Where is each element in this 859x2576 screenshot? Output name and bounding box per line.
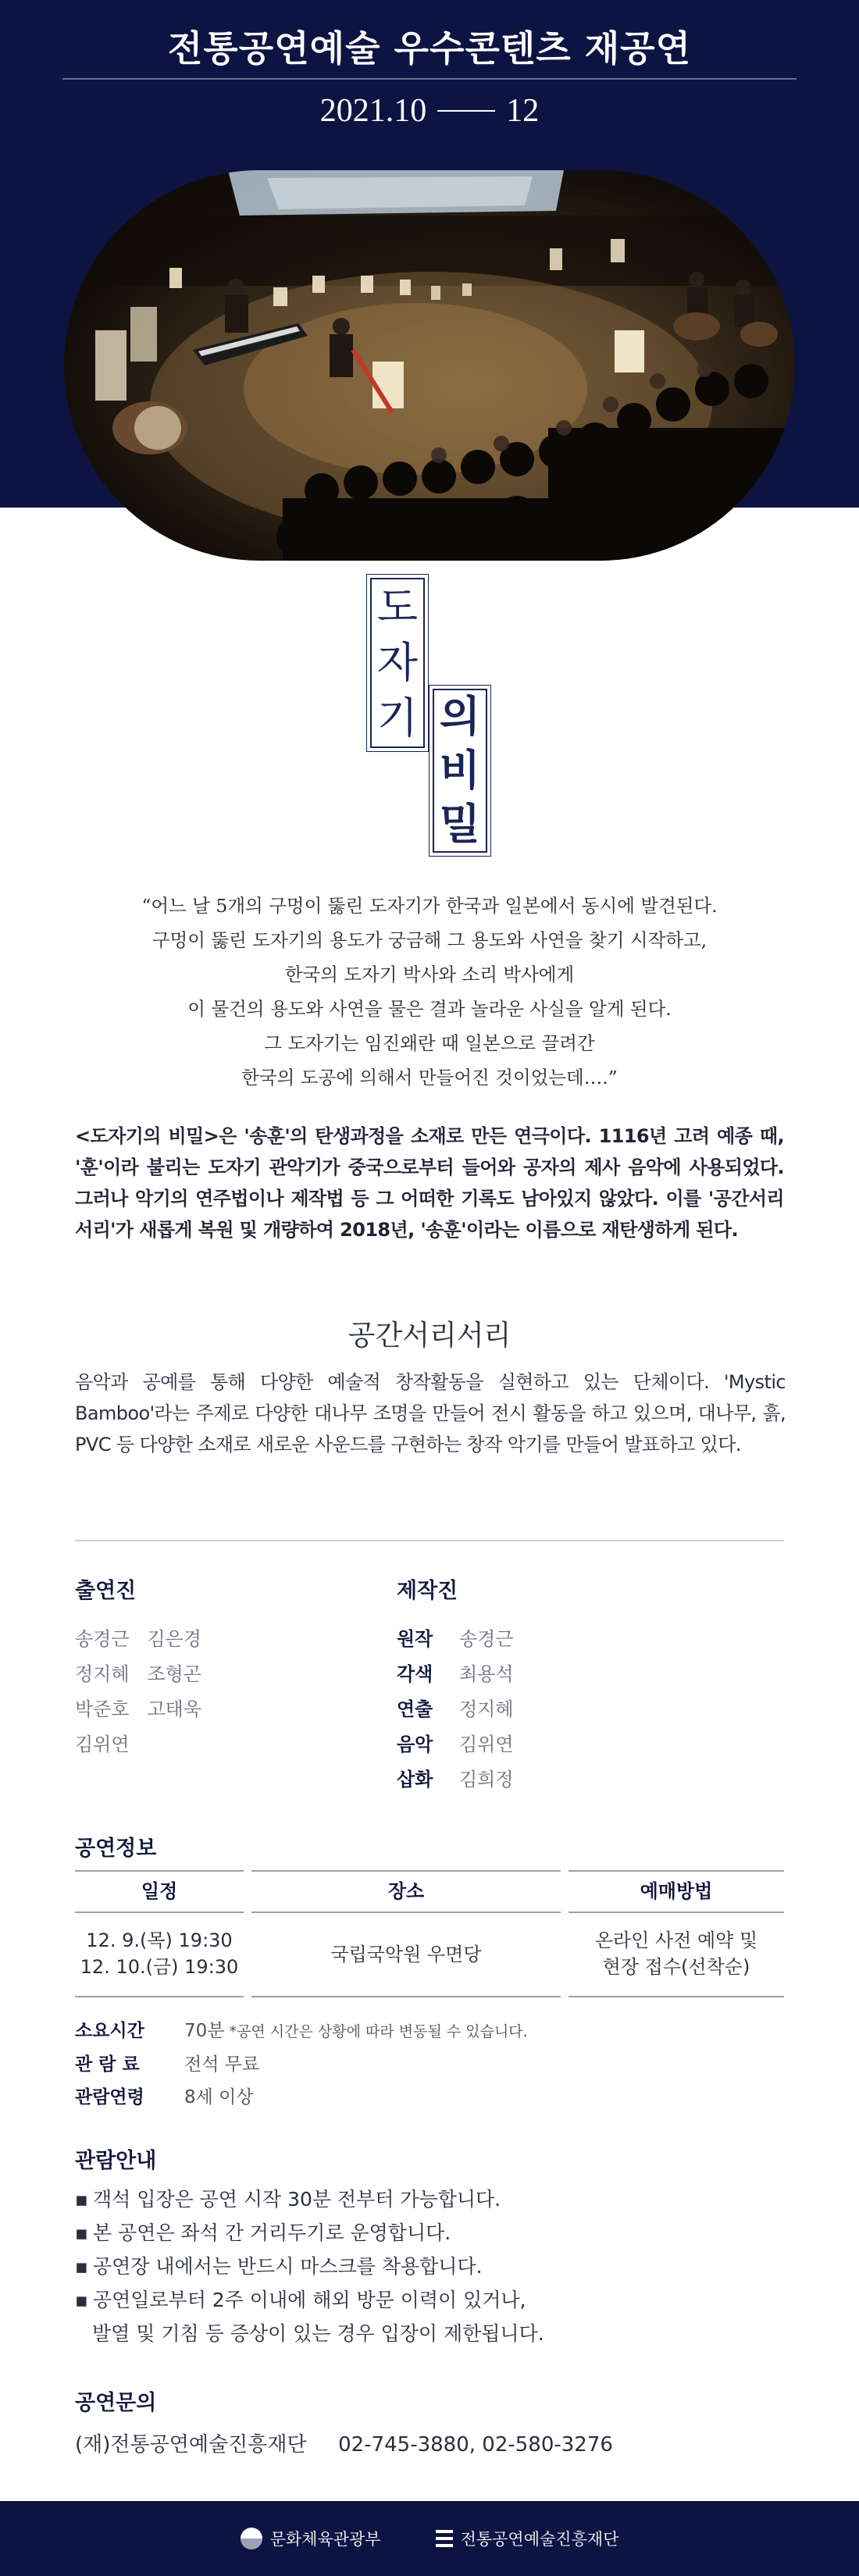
cast-heading: 출연진: [75, 1579, 137, 1603]
foundation-emblem-icon: [436, 2528, 453, 2549]
crew-list: [397, 1622, 514, 1797]
date-dash: [437, 110, 495, 112]
table-line: [251, 1912, 561, 1913]
fee-label: 관 람 료: [75, 2054, 140, 2075]
crew-role: 연출: [397, 1698, 433, 1720]
crew-role: 음악: [397, 1733, 433, 1755]
synopsis-quote: [0, 889, 859, 1095]
table-line: [75, 1870, 244, 1872]
date-start: 2021.10: [319, 93, 427, 129]
guide-item: ▪ 공연일로부터 2주 이내에 해외 방문 이력이 있거나,: [75, 2283, 544, 2317]
age-row: [75, 2081, 528, 2114]
venue-cell: 국립국악원 우면당: [330, 1944, 482, 1965]
cast-row: 박준호 고태욱: [75, 1698, 201, 1720]
schedule-date-2: 12. 10.(금) 19:30: [80, 1956, 239, 1978]
section-divider: [75, 1540, 784, 1541]
quote-line: 한국의 도공에 의해서 만들어진 것이었는데….”: [241, 1067, 618, 1088]
crew-person: 정지혜: [459, 1698, 514, 1720]
crew-row: [397, 1727, 514, 1762]
performance-heading: 공연정보: [75, 1837, 157, 1861]
title-char: 의: [439, 692, 481, 742]
title-box-1: [370, 578, 425, 748]
stage-scene-illustration: [64, 170, 795, 561]
table-line: [251, 1996, 561, 1997]
title-char: 도: [376, 582, 419, 632]
foundation-name: 전통공연예술진흥재단: [460, 2530, 619, 2549]
crew-row: [397, 1657, 514, 1692]
crew-person: 최용석: [459, 1663, 514, 1685]
crew-person: 송경근: [459, 1628, 514, 1650]
table-line: [569, 1912, 784, 1913]
age-label: 관람연령: [75, 2087, 144, 2107]
crew-row: [397, 1762, 514, 1797]
duration-note: *공연 시간은 상황에 따라 변동될 수 있습니다.: [224, 2023, 528, 2040]
table-line: [251, 1870, 561, 1872]
contact-info: [75, 2428, 613, 2457]
duration-row: [75, 2015, 528, 2048]
stage-performance-photo: [64, 170, 795, 561]
date-range: [0, 92, 859, 130]
fee-row: [75, 2048, 528, 2081]
crew-person: 김위연: [459, 1733, 514, 1755]
foundation-logo: [436, 2527, 619, 2550]
play-intro: <도자기의 비밀>은 '송훈'의 탄생과정을 소재로 만든 연극이다. 1116년 고려 예종 때, '훈'이라 불리는 도자기 관악기가 중국으로부터 들어와 공자의 제사 음악에 사용되었다. 그러나 악기의 연주법이나 제작법 등 그 어떠한 기록도 남아있지 않았다. 이를 '공간서리서리'가 새롭게 복원 및 개량하여 2018년, '송훈'이라는 이름으로 재탄생하게 된다.: [75, 1125, 784, 1241]
schedule-date-1: 12. 9.(목) 19:30: [86, 1929, 233, 1951]
contact-heading: 공연문의: [75, 2391, 157, 2415]
crew-row: [397, 1622, 514, 1657]
title-char: 기: [376, 693, 419, 743]
group-name: 공간서리서리: [348, 1320, 511, 1352]
fee-value: 전석 무료: [184, 2054, 260, 2075]
col-booking-header: 예매방법: [640, 1880, 713, 1902]
booking-line-1: 온라인 사전 예약 및: [594, 1929, 758, 1951]
crew-role: 각색: [397, 1663, 433, 1685]
ministry-name: 문화체육관광부: [269, 2530, 381, 2549]
guide-list: [75, 2182, 544, 2350]
title-box-2: [433, 689, 487, 853]
quote-line: 그 도자기는 임진왜란 때 일본으로 끌려간: [264, 1032, 595, 1054]
page-title: 전통공연예술 우수콘텐츠 재공연: [167, 27, 692, 69]
guide-heading: 관람안내: [75, 2149, 157, 2173]
cast-row: 송경근 김은경: [75, 1628, 201, 1650]
booking-cell: [569, 1927, 784, 1980]
title-char: 밀: [439, 799, 481, 849]
table-line: [569, 1996, 784, 1997]
crew-row: [397, 1692, 514, 1727]
contact-phones: 02-745-3880, 02-580-3276: [338, 2433, 613, 2457]
cast-row: 정지혜 조형곤: [75, 1663, 201, 1685]
age-value: 8세 이상: [184, 2087, 254, 2107]
guide-item: ▪ 객석 입장은 공연 시작 30분 전부터 가능합니다.: [75, 2182, 544, 2216]
ministry-emblem-icon: [241, 2528, 262, 2549]
crew-role: 원작: [397, 1628, 433, 1650]
crew-person: 김희정: [459, 1769, 514, 1790]
table-line: [75, 1912, 244, 1913]
title-char: 자: [376, 637, 419, 687]
duration-value: 70분: [184, 2021, 225, 2041]
header-divider: [62, 78, 797, 80]
crew-role: 삽화: [397, 1769, 433, 1790]
duration-label: 소요시간: [75, 2021, 144, 2041]
title-char: 비: [439, 745, 481, 795]
crew-heading: 제작진: [397, 1579, 458, 1603]
cast-row: 김위연: [75, 1733, 130, 1755]
guide-item: ▪ 본 공연은 좌석 간 거리두기로 운영합니다.: [75, 2216, 544, 2250]
guide-item-continued: 발열 및 기침 등 증상이 있는 경우 입장이 제한됩니다.: [92, 2322, 544, 2345]
footer-bar: [0, 2501, 859, 2576]
quote-line: 한국의 도자기 박사와 소리 박사에게: [284, 964, 575, 985]
contact-org: (재)전통공연예술진흥재단: [75, 2433, 307, 2457]
date-end: 12: [506, 93, 540, 129]
quote-line: “어느 날 5개의 구멍이 뚫린 도자기가 한국과 일본에서 동시에 발견된다.: [141, 895, 718, 917]
quote-line: 이 물건의 용도와 사연을 물은 결과 놀라운 사실을 알게 된다.: [187, 998, 672, 1020]
quote-line: 구멍이 뚫린 도자기의 용도가 궁금해 그 용도와 사연을 찾기 시작하고,: [151, 929, 708, 951]
cast-list: [75, 1622, 201, 1762]
guide-item: ▪ 공연장 내에서는 반드시 마스크를 착용합니다.: [75, 2250, 544, 2283]
col-venue-header: 장소: [387, 1880, 425, 1902]
performance-meta: [75, 2015, 528, 2114]
ministry-logo: [241, 2527, 381, 2550]
schedule-cell: [75, 1927, 244, 1980]
booking-line-2: 현장 접수(선착순): [602, 1956, 750, 1978]
col-schedule-header: 일정: [141, 1880, 178, 1902]
table-line: [75, 1996, 244, 1997]
group-description: 음악과 공예를 통해 다양한 예술적 창작활동을 실현하고 있는 단체이다. 'Mystic Bamboo'라는 주제로 다양한 대나무 조명을 만들어 전시 활동을 하고 있으며, 대나무, 흙, PVC 등 다양한 소재로 새로운 사운드를 구현하는 창작 악기를 만들어 발표하고 있다.: [75, 1371, 786, 1455]
table-line: [569, 1870, 784, 1872]
